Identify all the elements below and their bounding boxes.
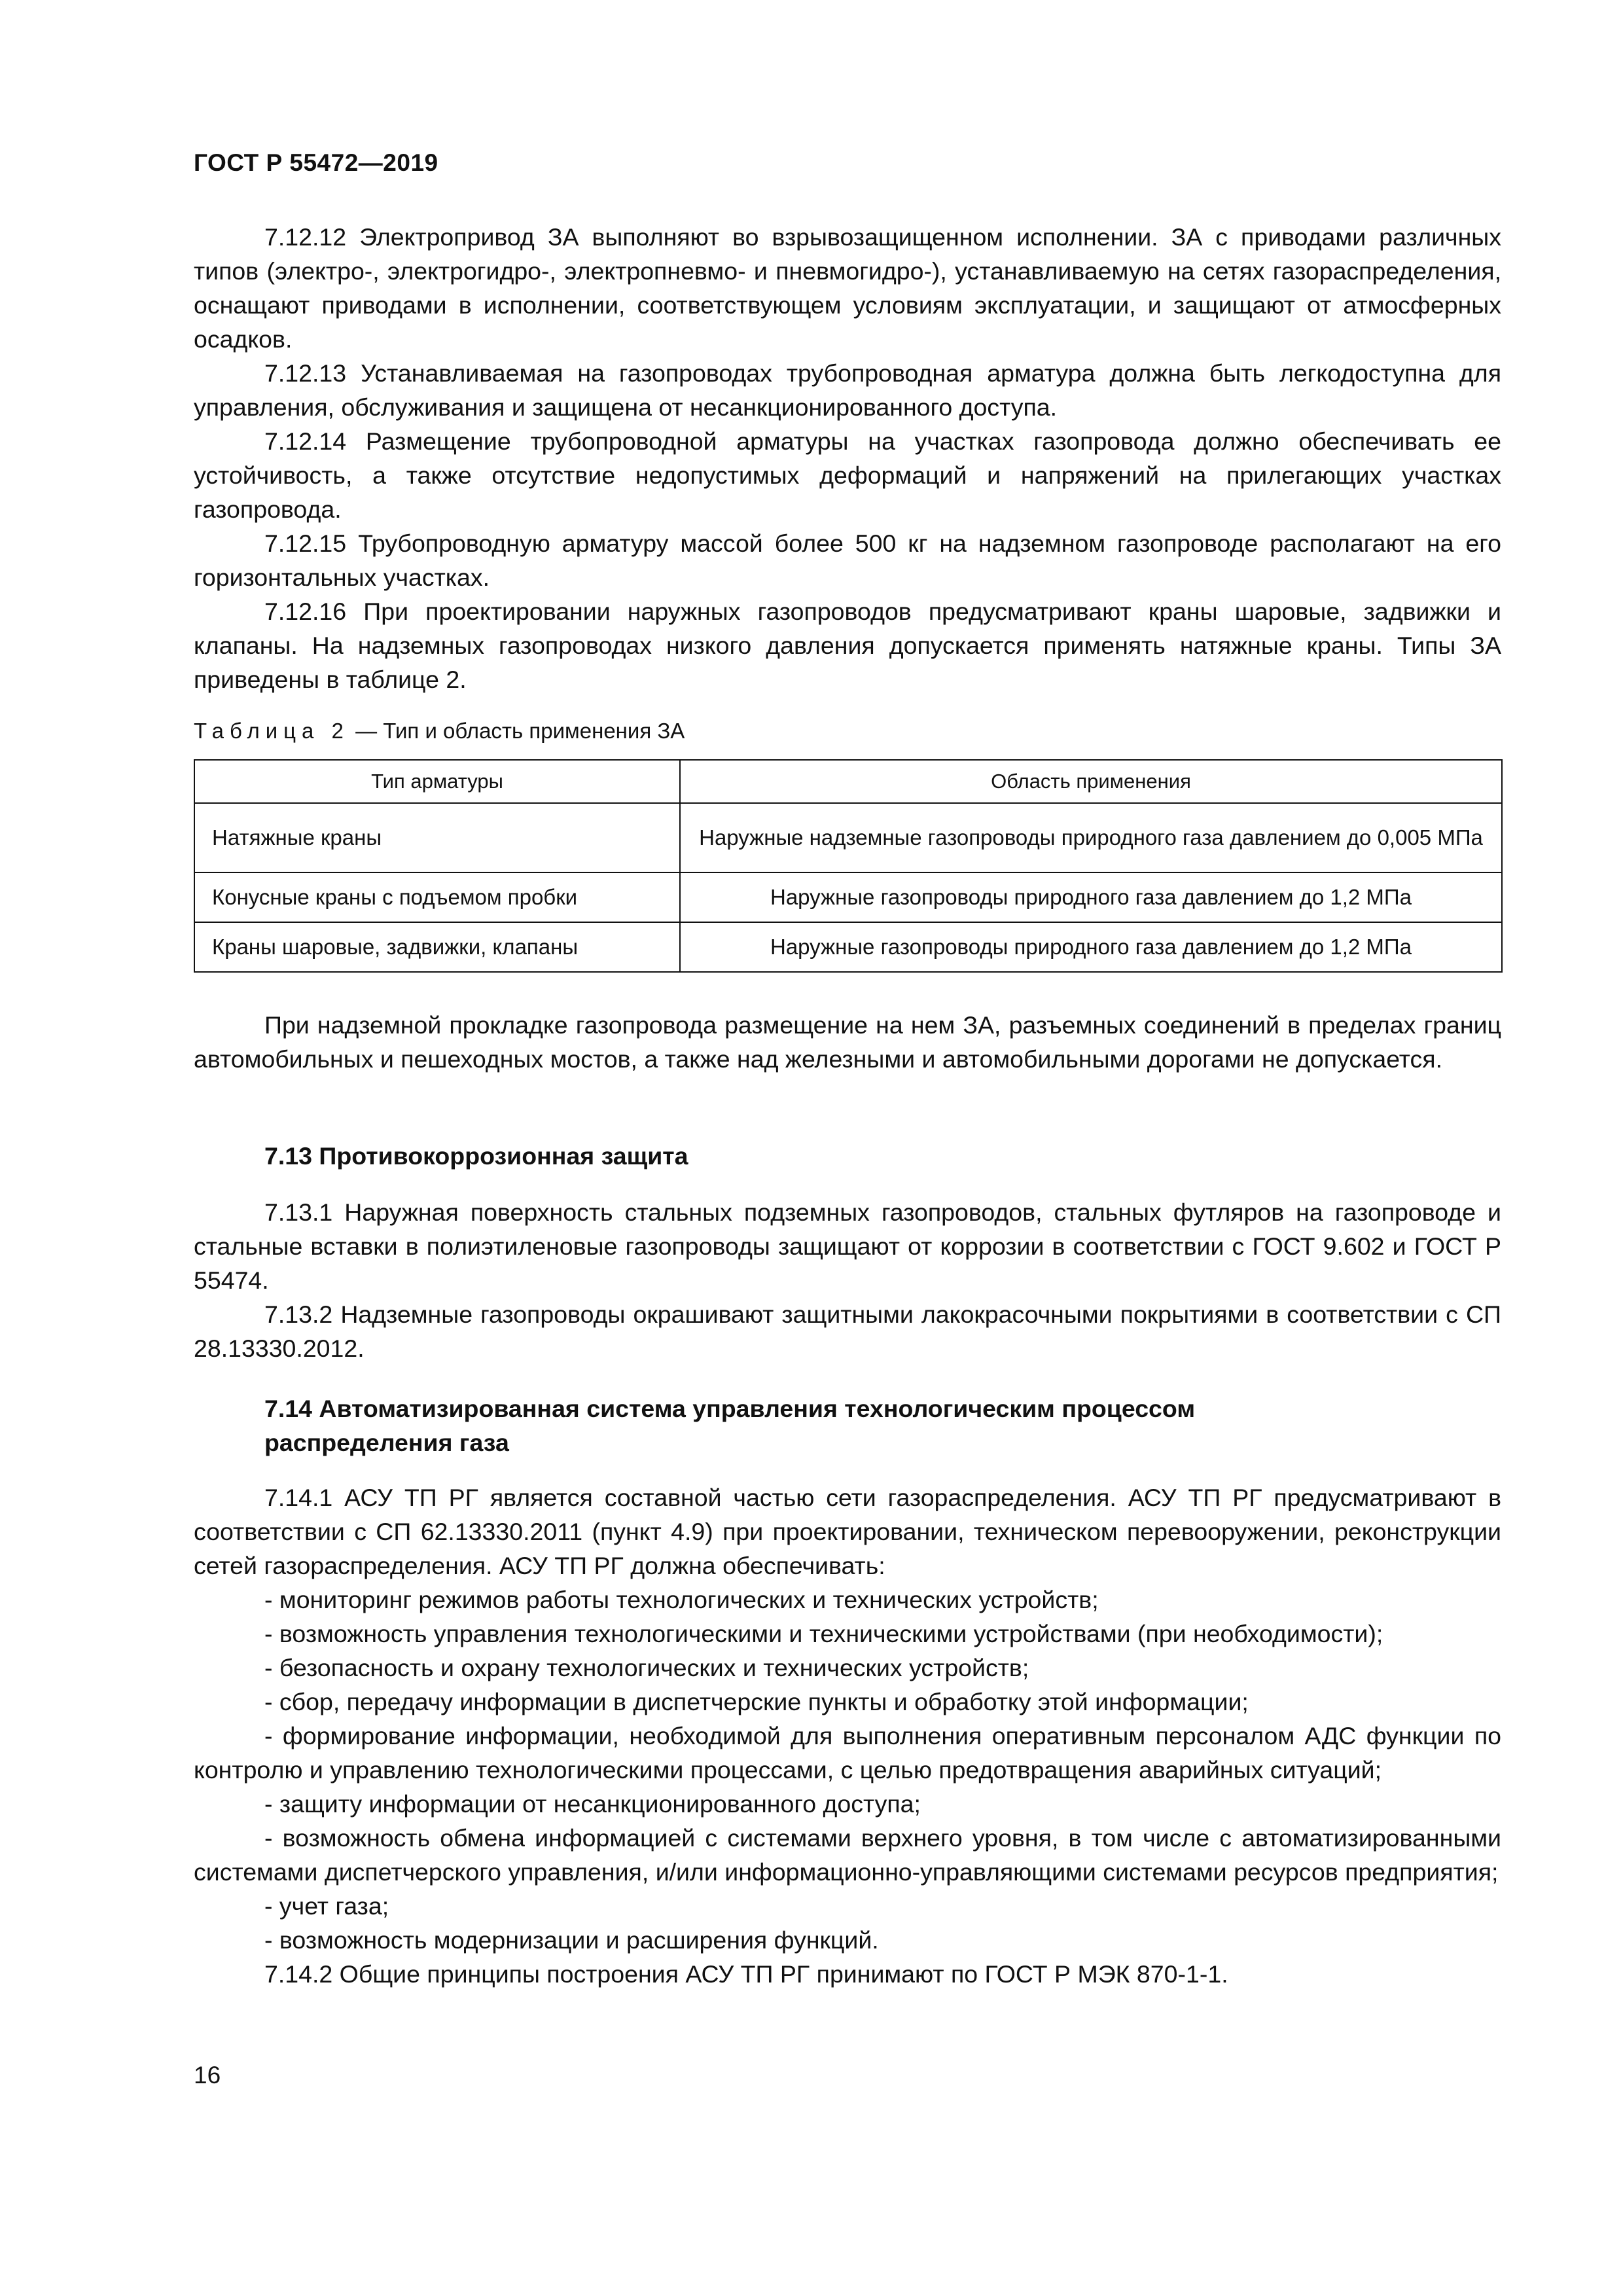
paragraph-7-14-1: 7.14.1 АСУ ТП РГ является составной частью сети газораспределения. АСУ ТП РГ предусматривают в соответствии с СП 62.13330.2011 (пункт 4.9) при проектировании, техническом перевооружении, реконструкции сетей газораспределения. АСУ ТП РГ должна обеспечивать: xyxy=(194,1484,1501,1579)
table-cell-application: Наружные надземные газопроводы природного газа давлением до 0,005 МПа xyxy=(680,803,1502,872)
table-cell-type: Натяжные краны xyxy=(194,803,680,872)
list-item: - мониторинг режимов работы технологических и технических устройств; xyxy=(264,1586,1099,1613)
paragraph-7-13-1: 7.13.1 Наружная поверхность стальных подземных газопроводов, стальных футляров на газопроводе и стальные вставки в полиэтиленовые газопроводы защищают от коррозии в соответствии с ГОСТ 9.602 и ГОСТ Р 55474. xyxy=(194,1198,1501,1294)
list-item: - возможность модернизации и расширения функций. xyxy=(264,1926,879,1954)
paragraph-7-14-2: 7.14.2 Общие принципы построения АСУ ТП РГ принимают по ГОСТ Р МЭК 870-1-1. xyxy=(264,1960,1228,1988)
table-header-row xyxy=(194,760,1502,803)
list-item: - формирование информации, необходимой для выполнения оперативным персоналом АДС функции по контролю и управлению технологическими процессами, с целью предотвращения аварийных ситуаций; xyxy=(194,1722,1501,1784)
page-number: 16 xyxy=(194,2062,221,2089)
paragraph-7-12-12: 7.12.12 Электропривод ЗА выполняют во взрывозащищенном исполнении. ЗА с приводами различных типов (электро-, электрогидро-, электропневмо- и пневмогидро-), устанавливаемую на сетях газораспределения, оснащают приводами в исполнении, соответствующем условиям эксплуатации, и защищают от атмосферных осадков. xyxy=(194,223,1501,353)
list-item: - сбор, передачу информации в диспетчерские пункты и обработку этой информации; xyxy=(264,1688,1249,1715)
section-heading-7-14-line2: распределения газа xyxy=(264,1429,509,1456)
list-item: - учет газа; xyxy=(264,1892,389,1920)
section-7-13-text xyxy=(194,1195,1501,1365)
paragraph-above-ground-placement: При надземной прокладке газопровода размещение на нем ЗА, разъемных соединений в пределах границ автомобильных и пешеходных мостов, а также над железными и автомобильными дорогами не допускается. xyxy=(194,1011,1501,1073)
paragraph-7-12-15: 7.12.15 Трубопроводную арматуру массой более 500 кг на надземном газопроводе располагают на его горизонтальных участках. xyxy=(194,529,1501,591)
section-heading-7-13: 7.13 Противокоррозионная защита xyxy=(264,1142,688,1170)
section-heading-7-14 xyxy=(264,1391,1501,1460)
list-item: - безопасность и охрану технологических и технических устройств; xyxy=(264,1654,1029,1681)
list-item: - возможность обмена информацией с системами верхнего уровня, в том числе с автоматизированными системами диспетчерского управления, и/или информационно-управляющими системами ресурсов предприятия; xyxy=(194,1824,1501,1886)
section-7-14-text xyxy=(194,1480,1501,1991)
table-cell-type: Краны шаровые, задвижки, клапаны xyxy=(194,922,680,972)
paragraph-7-12-14: 7.12.14 Размещение трубопроводной арматуры на участках газопровода должно обеспечивать ее устойчивость, а также отсутствие недопустимых деформаций и напряжений на прилегающих участках газопровода. xyxy=(194,427,1501,523)
list-item: - защиту информации от несанкционированного доступа; xyxy=(264,1790,921,1818)
paragraph-7-13-2: 7.13.2 Надземные газопроводы окрашивают защитными лакокрасочными покрытиями в соответствии с СП 28.13330.2012. xyxy=(194,1300,1501,1362)
table-caption-label: Таблица 2 xyxy=(194,719,349,743)
table-row xyxy=(194,803,1502,872)
table-row xyxy=(194,922,1502,972)
column-header-type: Тип арматуры xyxy=(194,760,680,803)
document-id-header: ГОСТ Р 55472—2019 xyxy=(194,149,438,176)
paragraph-7-12-13: 7.12.13 Устанавливаемая на газопроводах трубопроводная арматура должна быть легкодоступна для управления, обслуживания и защищена от несанкционированного доступа. xyxy=(194,359,1501,421)
paragraph-7-12-16: 7.12.16 При проектировании наружных газопроводов предусматривают краны шаровые, задвижки и клапаны. На надземных газопроводах низкого давления допускается применять натяжные краны. Типы ЗА приведены в таблице 2. xyxy=(194,598,1501,693)
table-caption xyxy=(194,716,685,746)
after-table-text xyxy=(194,1008,1501,1076)
table-caption-text: — Тип и область применения ЗА xyxy=(349,719,685,743)
table-row xyxy=(194,872,1502,922)
valves-table xyxy=(194,759,1503,973)
list-item: - возможность управления технологическими и техническими устройствами (при необходимости); xyxy=(264,1620,1383,1647)
table-cell-application: Наружные газопроводы природного газа давлением до 1,2 МПа xyxy=(680,872,1502,922)
table-cell-application: Наружные газопроводы природного газа давлением до 1,2 МПа xyxy=(680,922,1502,972)
section-7-12-text xyxy=(194,220,1501,696)
column-header-application: Область применения xyxy=(680,760,1502,803)
section-heading-7-14-line1: 7.14 Автоматизированная система управления технологическим процессом xyxy=(264,1395,1196,1422)
table-cell-type: Конусные краны с подъемом пробки xyxy=(194,872,680,922)
